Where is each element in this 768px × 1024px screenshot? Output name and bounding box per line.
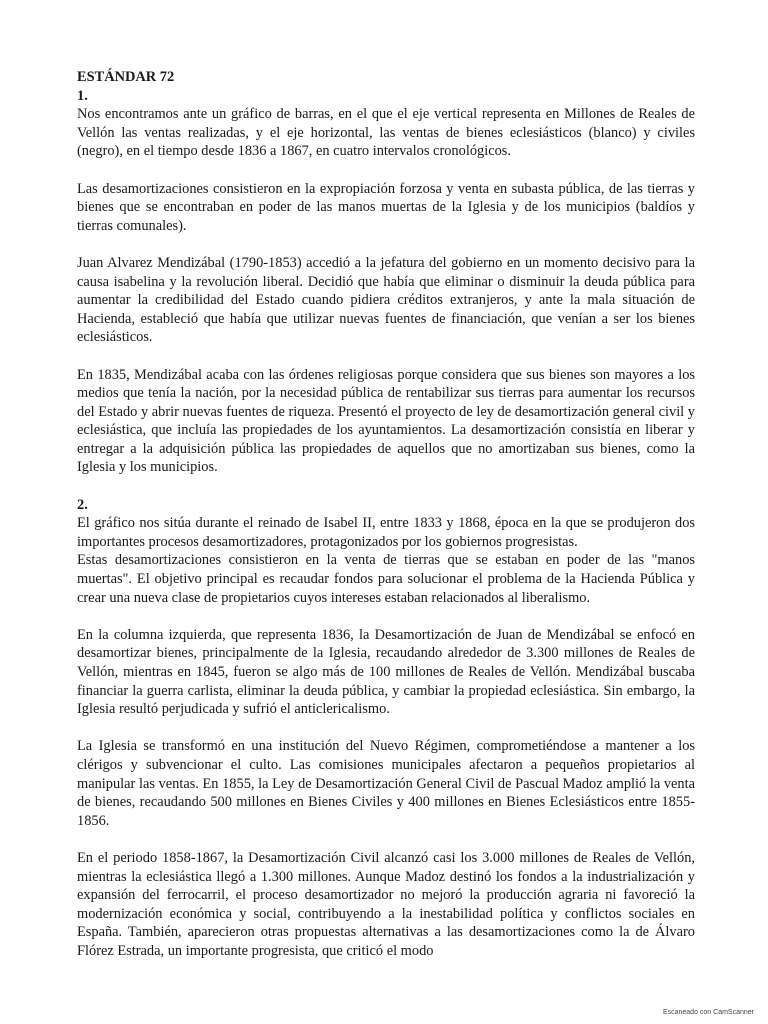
- paragraph: En 1835, Mendizábal acaba con las órdenes religiosas porque considera que sus bienes son mayores a los medios que tenía la nación, por la necesidad pública de rentabilizar sus tierras para aumentar los recursos del Estado y abrir nuevas fuentes de riqueza. Presentó el proyecto de ley de desamortización general civil y eclesiástica, que incluía las propiedades de los ayuntamientos. La desamortización consistía en liberar y entregar a la adquisición pública las propiedades de aquellos que no amortizaban sus bienes, como la Iglesia y los municipios.: [77, 366, 695, 476]
- paragraph: Juan Alvarez Mendizábal (1790-1853) accedió a la jefatura del gobierno en un momento decisivo para la causa isabelina y la revolución liberal. Decidió que había que eliminar o disminuir la deuda pública para aumentar la credibilidad del Estado cuando pidiera créditos extranjeros, y ante la mala situación de Hacienda, estableció que había que utilizar nuevas fuentes de financiación, que venían a ser los bienes eclesiásticos.: [77, 254, 695, 346]
- paragraph: Estas desamortizaciones consistieron en la venta de tierras que se estaban en poder de las "manos muertas". El objetivo principal es recaudar fondos para solucionar el problema de la Hacienda Pública y crear una nueva clase de propietarios cuyos intereses estaban relacionados al liberalismo.: [77, 552, 695, 606]
- document-body: [77, 68, 695, 961]
- paragraph: La Iglesia se transformó en una institución del Nuevo Régimen, comprometiéndose a mantener a los clérigos y subvencionar el culto. Las comisiones municipales afectaron a pequeños propietarios al manipular las ventas. En 1855, la Ley de Desamortización General Civil de Pascual Madoz amplió la venta de bienes, recaudando 500 millones en Bienes Civiles y 400 millones en Bienes Eclesiásticos entre 1855-1856.: [77, 738, 695, 829]
- paragraph: Nos encontramos ante un gráfico de barras, en el que el eje vertical representa en Millones de Reales de Vellón las ventas realizadas, y el eje horizontal, las ventas de bienes eclesiásticos (blanco) y civiles (negro), en el tiempo desde 1836 a 1867, en cuatro intervalos cronológicos.: [77, 106, 695, 160]
- section-1: [77, 87, 695, 477]
- paragraph: El gráfico nos sitúa durante el reinado de Isabel II, entre 1833 y 1868, época en la que se produjeron dos importantes procesos desamortizadores, protagonizados por los gobiernos progresistas.: [77, 515, 695, 550]
- section-number: 1.: [77, 87, 88, 104]
- paragraph: Las desamortizaciones consistieron en la expropiación forzosa y venta en subasta pública, de las tierras y bienes que se encontraban en poder de las manos muertas de la Iglesia y de los municipios (baldíos y tierras comunales).: [77, 180, 695, 234]
- section-2: [77, 496, 695, 961]
- scanner-watermark: Escaneado con CamScanner: [662, 1009, 754, 1016]
- paragraph: En la columna izquierda, que representa 1836, la Desamortización de Juan de Mendizábal se enfocó en desamortizar bienes, principalmente de la Iglesia, recaudando alrededor de 3.300 millones de Reales de Vellón, mientras en 1845, fueron se algo más de 100 millones de Reales de Vellón. Mendizábal buscaba financiar la guerra carlista, eliminar la deuda pública, y cambiar la propiedad eclesiástica. Sin embargo, la Iglesia resultó perjudicada y sufrió el anticlericalismo.: [77, 626, 695, 718]
- section-number: 2.: [77, 496, 88, 513]
- paragraph: En el periodo 1858-1867, la Desamortización Civil alcanzó casi los 3.000 millones de Reales de Vellón, mientras la eclesiástica llegó a 1.300 millones. Aunque Madoz destinó los fondos a la industrialización y expansión del ferrocarril, el proceso desamortizador no mejoró la producción agraria ni favoreció la modernización económica y social, contribuyendo a la inestabilidad política y conflictos sociales en España. También, aparecieron otras propuestas alternativas a las desamortizaciones como la de Álvaro Flórez Estrada, un importante progresista, que criticó el modo: [77, 849, 695, 959]
- document-title: ESTÁNDAR 72: [77, 69, 175, 85]
